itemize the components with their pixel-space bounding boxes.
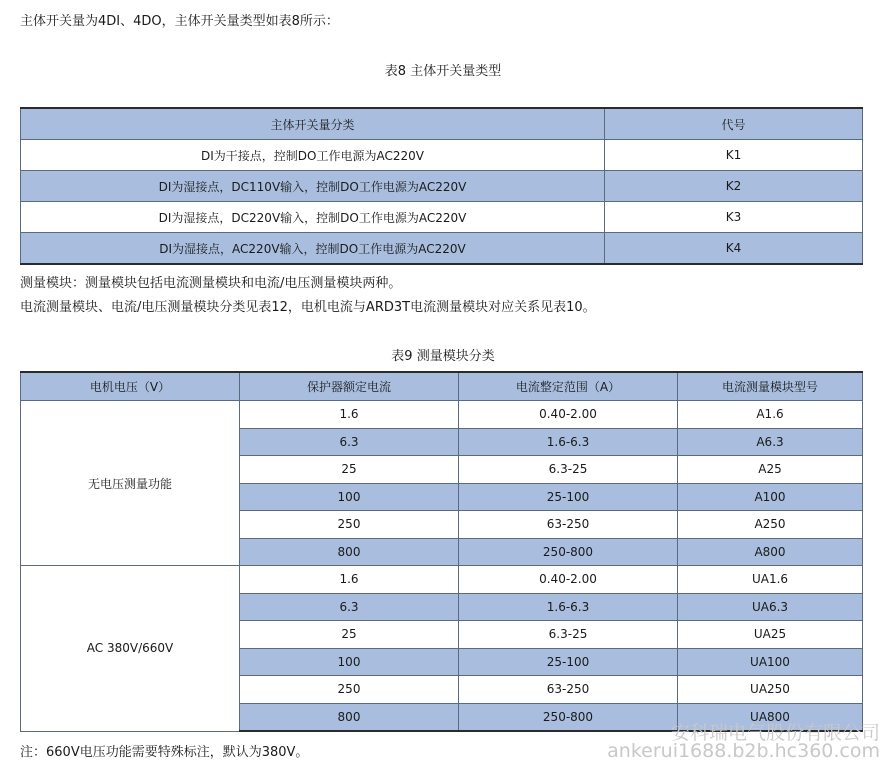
table-header-row xyxy=(21,372,863,401)
cell-rated: 1.6 xyxy=(240,566,459,594)
table-header-row xyxy=(21,108,863,140)
header-setting-range: 电流整定范围（A） xyxy=(459,372,678,401)
header-motor-voltage: 电机电压（V） xyxy=(21,372,240,401)
cell-model: UA800 xyxy=(678,703,863,731)
module-reference-text: 电流测量模块、电流/电压测量模块分类见表12，电机电流与ARD3T电流测量模块对应关系见表10。 xyxy=(20,300,596,315)
footnote: 注：660V电压功能需要特殊标注，默认为380V。 xyxy=(20,745,309,760)
cell-range: 250-800 xyxy=(459,538,678,566)
cell-model: A100 xyxy=(678,483,863,511)
cell-model: A800 xyxy=(678,538,863,566)
header-classification: 主体开关量分类 xyxy=(21,108,605,140)
cell-classification: DI为湿接点，DC220V输入，控制DO工作电源为AC220V xyxy=(21,202,605,233)
cell-model: UA6.3 xyxy=(678,593,863,621)
cell-code: K2 xyxy=(605,171,863,202)
cell-range: 0.40-2.00 xyxy=(459,401,678,429)
table-row xyxy=(21,401,863,429)
intro-text: 主体开关量为4DI、4DO，主体开关量类型如表8所示： xyxy=(20,14,339,29)
cell-classification: DI为干接点，控制DO工作电源为AC220V xyxy=(21,140,605,171)
measurement-module-table xyxy=(20,371,863,732)
cell-range: 1.6-6.3 xyxy=(459,593,678,621)
table-row xyxy=(21,171,863,202)
cell-range: 0.40-2.00 xyxy=(459,566,678,594)
cell-range: 6.3-25 xyxy=(459,456,678,484)
table8-caption: 表8 主体开关量类型 xyxy=(384,64,502,79)
cell-rated: 250 xyxy=(240,676,459,704)
cell-range: 63-250 xyxy=(459,511,678,539)
table-row xyxy=(21,140,863,171)
switch-type-table xyxy=(20,107,863,265)
cell-code: K3 xyxy=(605,202,863,233)
cell-model: UA250 xyxy=(678,676,863,704)
cell-range: 1.6-6.3 xyxy=(459,428,678,456)
cell-model: UA1.6 xyxy=(678,566,863,594)
voltage-group-cell: 无电压测量功能 xyxy=(21,401,240,566)
header-module-model: 电流测量模块型号 xyxy=(678,372,863,401)
cell-model: A25 xyxy=(678,456,863,484)
cell-range: 63-250 xyxy=(459,676,678,704)
voltage-group-cell: AC 380V/660V xyxy=(21,566,240,732)
cell-model: UA25 xyxy=(678,621,863,649)
header-code: 代号 xyxy=(605,108,863,140)
table9-caption: 表9 测量模块分类 xyxy=(391,349,495,364)
cell-rated: 25 xyxy=(240,456,459,484)
header-rated-current: 保护器额定电流 xyxy=(240,372,459,401)
cell-range: 25-100 xyxy=(459,648,678,676)
table-row xyxy=(21,566,863,594)
watermark-company: 安科瑞电气股份有限公司 xyxy=(670,722,880,744)
cell-classification: DI为湿接点，AC220V输入，控制DO工作电源为AC220V xyxy=(21,233,605,265)
cell-range: 250-800 xyxy=(459,703,678,731)
cell-model: A1.6 xyxy=(678,401,863,429)
cell-code: K4 xyxy=(605,233,863,265)
watermark-url: ankerui1688.b2b.hc360.com xyxy=(607,740,880,762)
measurement-module-text: 测量模块：测量模块包括电流测量模块和电流/电压测量模块两种。 xyxy=(20,276,402,291)
table-row xyxy=(21,202,863,233)
cell-code: K1 xyxy=(605,140,863,171)
cell-rated: 1.6 xyxy=(240,401,459,429)
cell-rated: 250 xyxy=(240,511,459,539)
cell-rated: 100 xyxy=(240,483,459,511)
table-row xyxy=(21,233,863,265)
cell-model: A6.3 xyxy=(678,428,863,456)
cell-rated: 25 xyxy=(240,621,459,649)
cell-model: A250 xyxy=(678,511,863,539)
cell-rated: 800 xyxy=(240,538,459,566)
cell-range: 6.3-25 xyxy=(459,621,678,649)
cell-classification: DI为湿接点，DC110V输入，控制DO工作电源为AC220V xyxy=(21,171,605,202)
cell-rated: 800 xyxy=(240,703,459,731)
cell-rated: 6.3 xyxy=(240,593,459,621)
cell-model: UA100 xyxy=(678,648,863,676)
cell-rated: 100 xyxy=(240,648,459,676)
cell-range: 25-100 xyxy=(459,483,678,511)
cell-rated: 6.3 xyxy=(240,428,459,456)
